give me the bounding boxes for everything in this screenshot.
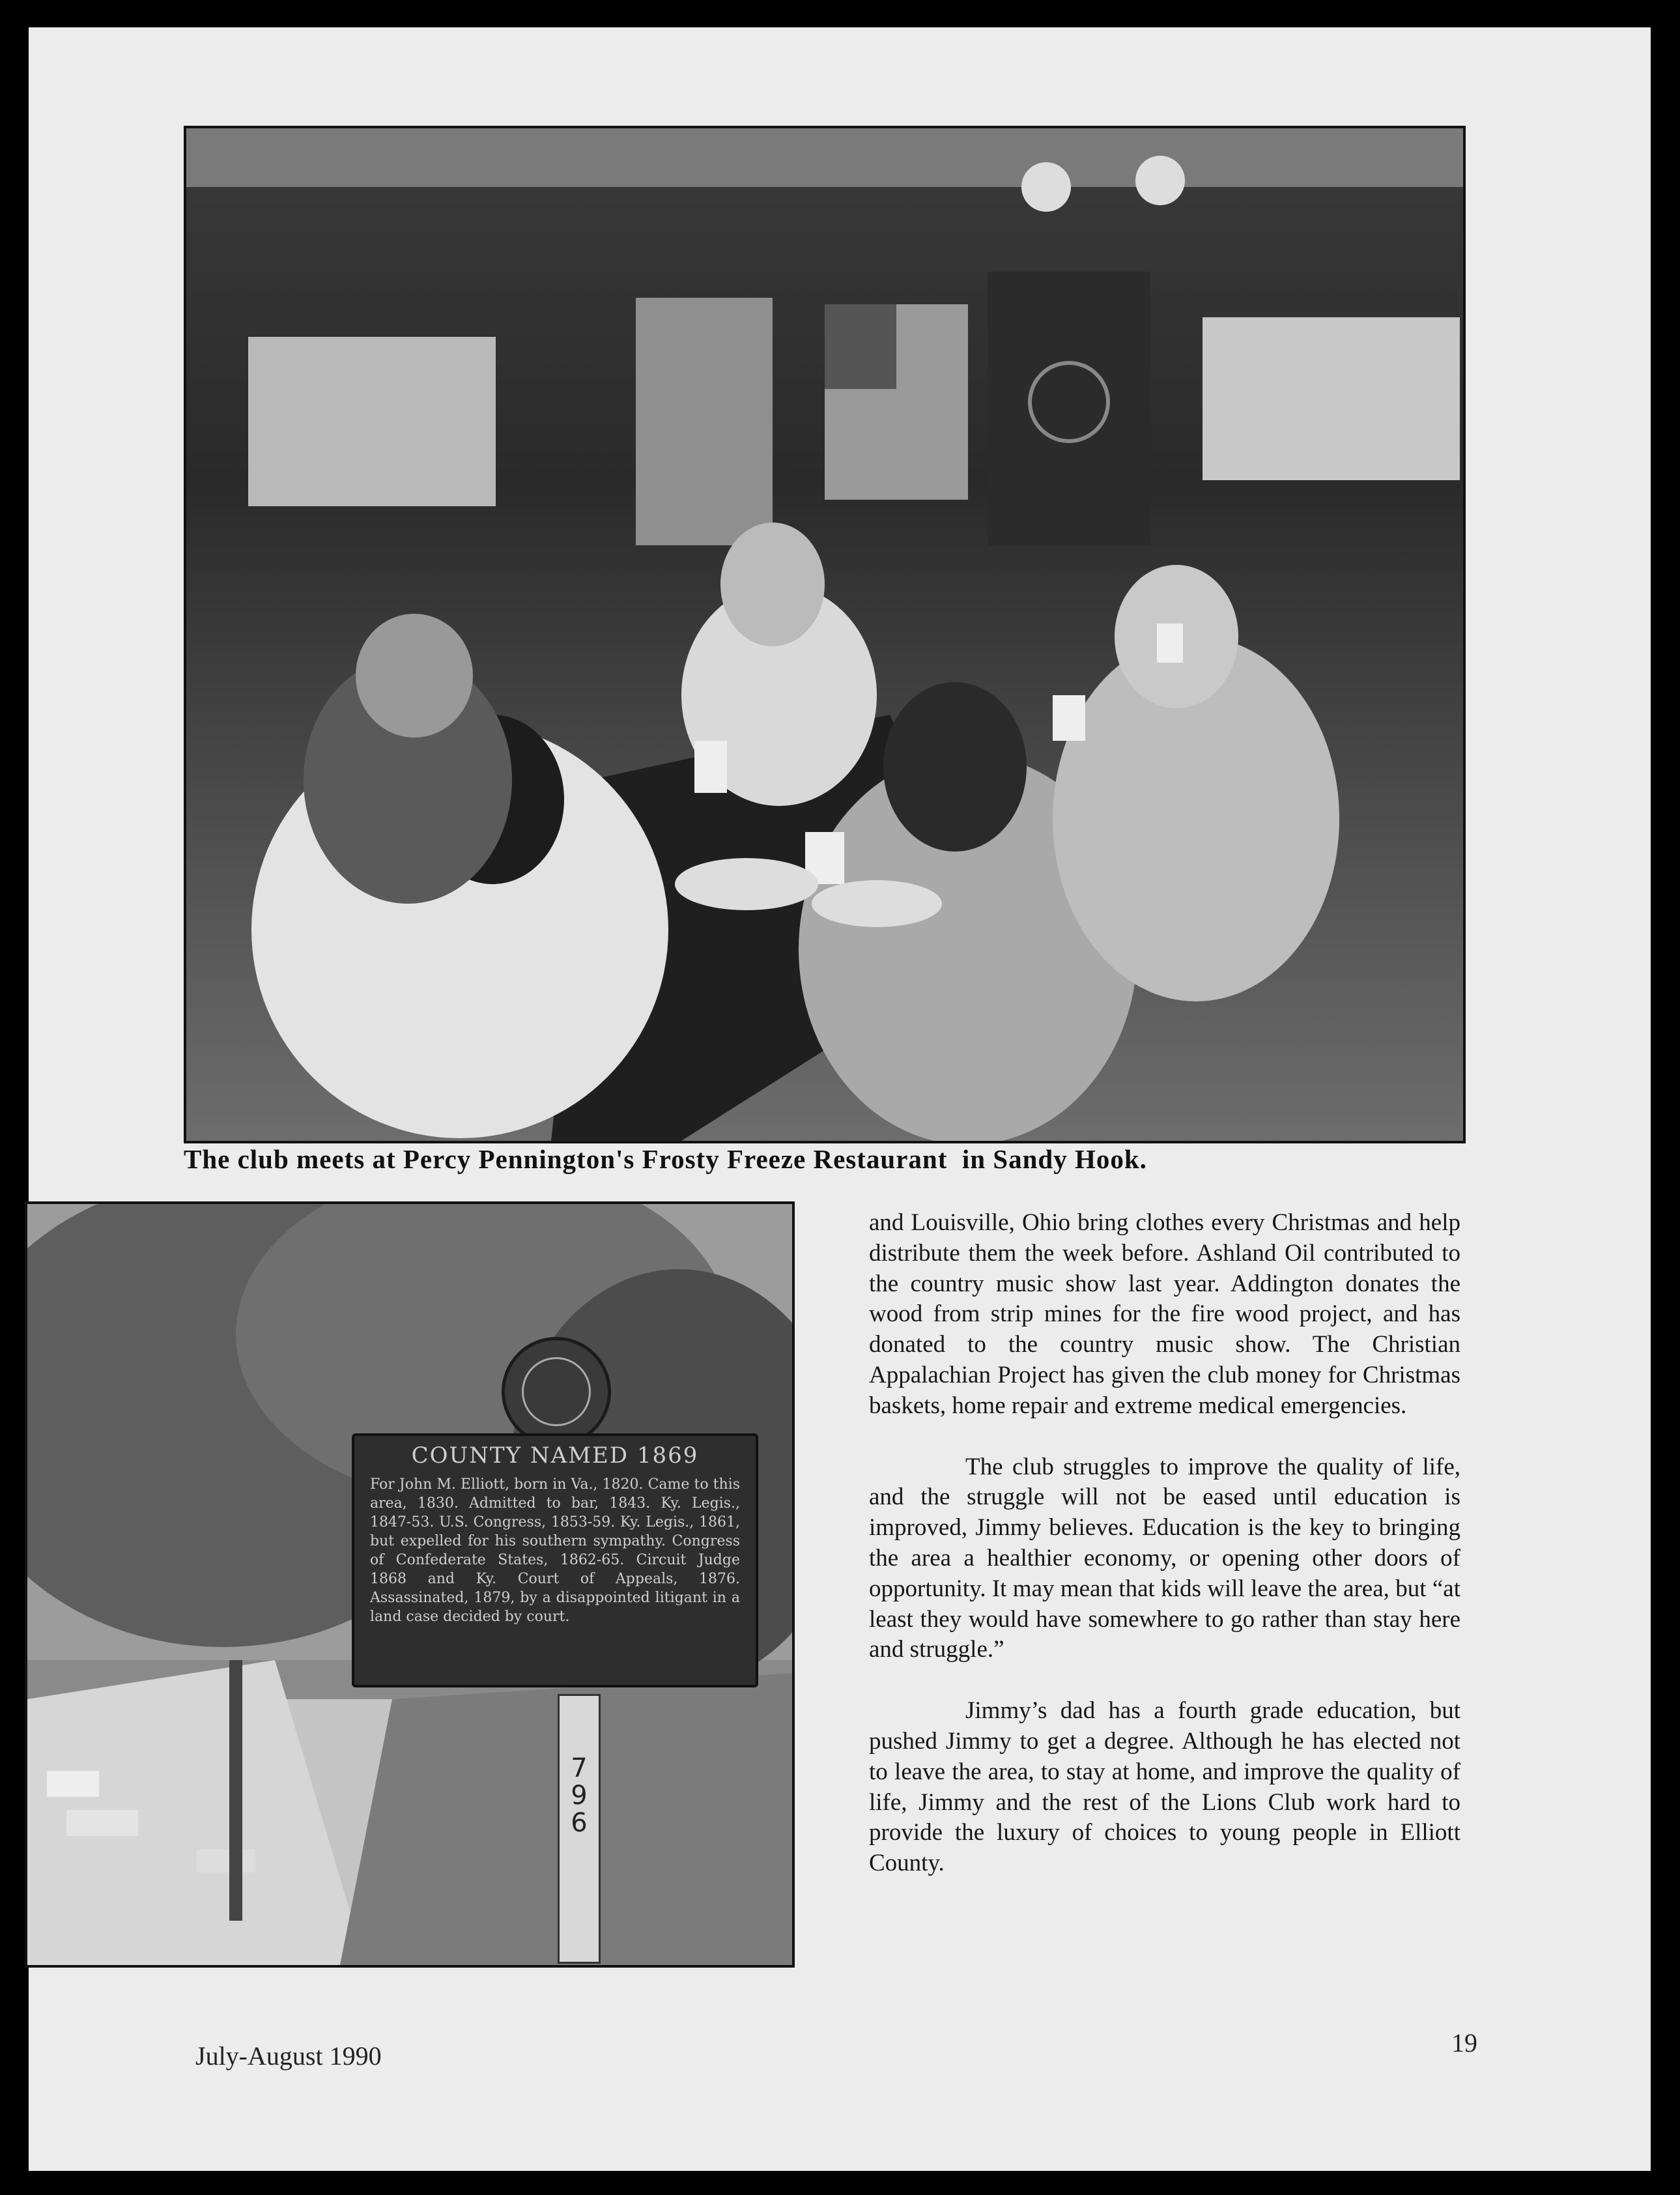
issue-date: July-August 1990 bbox=[195, 2041, 382, 2071]
article-paragraph: and Louisville, Ohio bring clothes every Christmas and help distribute them the week before. Ashland Oil contributed to the country music show last year. Addington donates the wood from strip mines for the fire wood project, and has donated to the country music show. The Christian Appalachian Project has given the club money for Christmas baskets, home repair and extreme medical emergencies. bbox=[869, 1209, 1460, 1419]
historical-marker-sign bbox=[352, 1433, 758, 1687]
club-meeting-photo bbox=[184, 126, 1466, 1143]
marker-text: For John M. Elliott, born in Va., 1820. Came to this area, 1830. Admitted to bar, 1843. Ky. Legis., 1847-53. U.S. Congress, 1853-59. Ky. Legis., 1861, but expelled for his southern sympathy. Congress of Confederate States, 1862-65. Circuit Judge 1868 and Ky. Court of Appeals, 1876. Assassinated, 1879, by a disappointed litigant in a land case decided by court. bbox=[370, 1476, 740, 1625]
seal-ring bbox=[522, 1357, 591, 1426]
article-paragraph: The club struggles to improve the quality of life, and the struggle will not be eased until education is improved, Jimmy believes. Education is the key to bringing the area a healthier economy, or opening other doors of opportunity. It may mean that kids will leave the area, but “at least they would have somewhere to go rather than stay here and struggle.” bbox=[869, 1453, 1460, 1663]
marker-post-number: 7 9 6 bbox=[571, 1753, 588, 1838]
article-body bbox=[869, 1208, 1460, 1910]
kentucky-seal-icon bbox=[502, 1337, 611, 1446]
marker-post bbox=[558, 1694, 601, 1964]
photo-caption: The club meets at Percy Pennington's Frosty Freeze Restaurant in Sandy Hook. bbox=[184, 1144, 1147, 1174]
page-number: 19 bbox=[1451, 2028, 1477, 2058]
marker-title: COUNTY NAMED 1869 bbox=[411, 1442, 699, 1469]
article-paragraph: Jimmy’s dad has a fourth grade education, but pushed Jimmy to get a degree. Although he has elected not to leave the area, to stay at home, and improve the quality of life, Jimmy and the rest of the Lions Club work hard to provide the luxury of choices to young people in Elliott County. bbox=[869, 1697, 1460, 1877]
club-meeting-illustration bbox=[186, 128, 1463, 1141]
